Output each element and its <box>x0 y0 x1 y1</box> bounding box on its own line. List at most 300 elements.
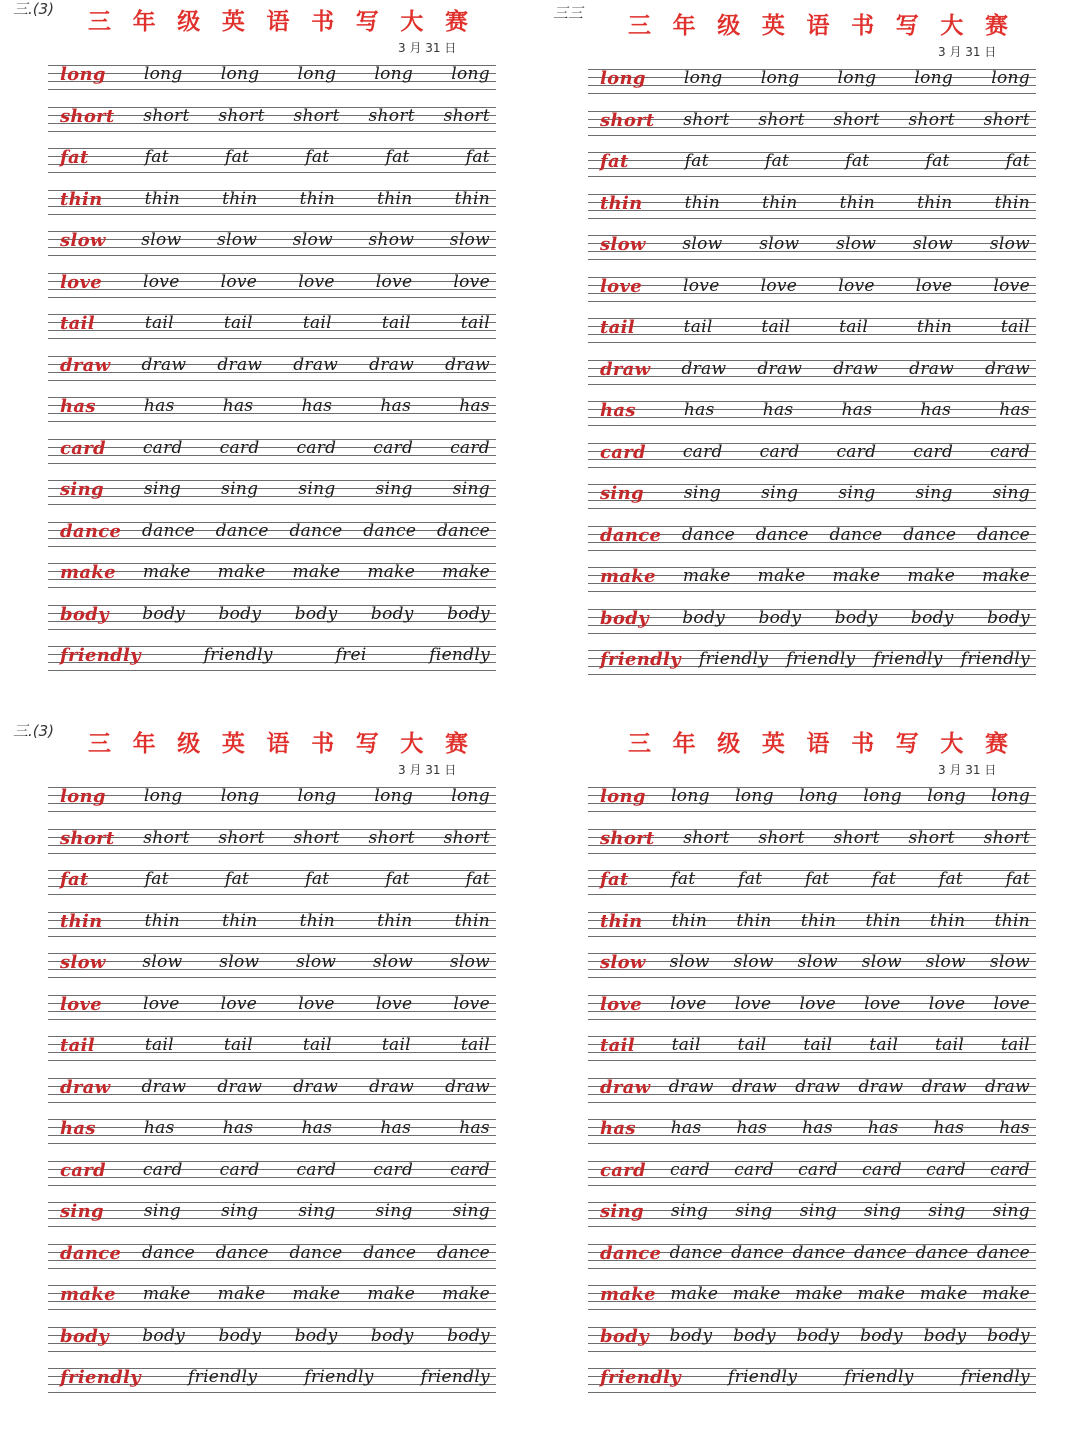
copied-word: card <box>682 441 723 462</box>
copied-word: draw <box>141 354 187 375</box>
practice-row <box>588 1282 1036 1324</box>
copied-word: draw <box>985 1076 1030 1097</box>
copied-word: long <box>220 64 260 84</box>
ruled-line <box>588 1060 1036 1061</box>
title-char: 语 <box>266 8 290 35</box>
copied-word: dance <box>681 524 735 545</box>
copied-word: love <box>993 993 1030 1014</box>
practice-row <box>588 1241 1036 1283</box>
row-words <box>60 64 490 85</box>
row-words <box>600 1326 1030 1347</box>
worksheet-top-right <box>553 4 1078 677</box>
copied-word: love <box>298 993 335 1014</box>
copied-word: body <box>669 1325 713 1346</box>
ruled-line <box>588 1309 1036 1310</box>
model-word: card <box>600 441 646 463</box>
copied-word: tail <box>460 1035 490 1055</box>
model-word: dance <box>600 524 662 546</box>
copied-word: tail <box>144 313 174 333</box>
copied-word: body <box>923 1325 967 1346</box>
ruled-line <box>48 1392 496 1393</box>
row-words <box>600 566 1030 587</box>
row-words <box>600 317 1030 338</box>
ruled-line <box>48 421 496 422</box>
model-word: love <box>600 275 642 297</box>
model-word: sing <box>60 1201 104 1222</box>
ruled-line <box>588 977 1036 978</box>
copied-word: short <box>218 105 265 126</box>
copied-word: thin <box>222 910 258 931</box>
copied-word: thin <box>736 910 772 931</box>
ruled-line <box>588 218 1036 219</box>
row-words <box>600 1243 1030 1264</box>
title-char: 语 <box>266 730 290 757</box>
copied-word: draw <box>921 1076 967 1097</box>
copied-word: long <box>760 68 800 88</box>
row-words <box>60 1326 490 1347</box>
copied-word: fat <box>845 151 870 171</box>
title-char: 年 <box>672 12 696 39</box>
practice-row <box>48 1365 496 1407</box>
model-word: dance <box>600 1242 662 1264</box>
worksheet-bottom-left <box>13 722 538 1395</box>
copied-word: long <box>451 64 490 84</box>
copied-word: card <box>759 441 800 462</box>
copied-word: fiendly <box>429 645 490 665</box>
copied-word: card <box>990 441 1030 462</box>
copied-word: slow <box>989 952 1030 972</box>
model-word: thin <box>60 188 103 210</box>
copied-word: fat <box>305 147 330 167</box>
copied-word: fat <box>872 869 897 889</box>
copied-word: sing <box>452 1201 490 1221</box>
copied-word: dance <box>141 1242 195 1263</box>
copied-word: tail <box>381 1035 411 1055</box>
model-word: card <box>600 1159 646 1181</box>
ruled-line <box>588 591 1036 592</box>
copied-word: slow <box>797 952 838 972</box>
ruled-line <box>588 384 1036 385</box>
practice-row <box>48 1075 496 1117</box>
copied-word: tail <box>869 1035 899 1055</box>
row-words <box>600 1284 1030 1305</box>
copied-word: tail <box>803 1035 833 1055</box>
row-words <box>60 521 490 542</box>
copied-word: body <box>218 603 262 624</box>
copied-word: card <box>913 441 954 462</box>
copied-word: friendly <box>873 649 943 669</box>
model-word: fat <box>60 147 89 168</box>
copied-word: slow <box>861 952 902 972</box>
copied-word: thin <box>865 910 901 931</box>
model-word: short <box>600 827 655 849</box>
copied-word: long <box>837 68 877 88</box>
copied-word: draw <box>985 358 1030 379</box>
ruled-line <box>588 811 1036 812</box>
copied-word: sing <box>143 1201 182 1221</box>
title-char: 语 <box>806 730 830 757</box>
copied-word: sing <box>375 479 413 499</box>
practice-row <box>588 315 1036 357</box>
copied-word: tail <box>737 1035 767 1055</box>
copied-word: love <box>928 993 966 1014</box>
practice-row <box>588 950 1036 992</box>
copied-word: sing <box>735 1201 773 1221</box>
copied-word: long <box>991 786 1030 806</box>
model-word: thin <box>600 192 643 214</box>
copied-word: make <box>757 566 806 586</box>
ruled-line <box>48 853 496 854</box>
copied-word: make <box>292 562 341 582</box>
model-word: draw <box>60 1076 111 1098</box>
title-char: 书 <box>311 730 335 757</box>
row-words <box>600 994 1030 1015</box>
practice-row <box>48 560 496 602</box>
copied-word: dance <box>363 520 417 541</box>
model-word: love <box>600 993 642 1015</box>
copied-word: love <box>143 271 180 292</box>
row-words <box>600 649 1030 670</box>
copied-word: sing <box>761 483 799 503</box>
model-word: long <box>60 786 106 807</box>
model-word: make <box>60 562 116 583</box>
copied-word: fat <box>224 147 250 167</box>
ruled-line <box>48 1060 496 1061</box>
copied-word: short <box>758 109 805 130</box>
copied-word: card <box>990 1159 1030 1180</box>
model-word: make <box>600 1284 656 1305</box>
copied-word: draw <box>293 354 339 375</box>
copied-word: make <box>142 562 191 582</box>
row-words <box>600 1201 1030 1222</box>
ruled-line <box>588 467 1036 468</box>
copied-word: body <box>796 1325 840 1346</box>
model-word: fat <box>600 151 629 172</box>
copied-word: long <box>374 786 414 806</box>
copied-word: has <box>920 400 952 420</box>
row-words <box>600 911 1030 932</box>
copied-word: fat <box>305 869 330 889</box>
copied-word: fat <box>465 147 490 167</box>
model-word: tail <box>60 313 95 334</box>
copied-word: make <box>682 566 731 586</box>
copied-word: card <box>219 1159 260 1180</box>
model-word: long <box>600 68 646 89</box>
copied-word: thin <box>299 910 335 931</box>
copied-word: love <box>143 993 180 1014</box>
copied-word: show <box>368 230 415 250</box>
ruled-line <box>48 89 496 90</box>
copied-word: short <box>758 827 805 848</box>
title-char: 大 <box>400 8 424 35</box>
copied-word: friendly <box>203 645 273 665</box>
practice-row <box>588 1324 1036 1366</box>
copied-word: dance <box>669 1242 723 1263</box>
copied-word: slow <box>836 234 877 254</box>
ruled-line <box>588 1019 1036 1020</box>
ruled-line <box>588 1392 1036 1393</box>
copied-word: frei <box>335 645 367 665</box>
practice-row <box>588 647 1036 689</box>
row-words <box>600 151 1030 172</box>
practice-row <box>588 867 1036 909</box>
copied-word: thin <box>839 192 875 213</box>
practice-row <box>48 784 496 826</box>
copied-word: friendly <box>844 1367 914 1387</box>
practice-row <box>588 784 1036 826</box>
copied-word: has <box>683 400 715 420</box>
copied-word: sing <box>992 483 1030 503</box>
row-words <box>60 1035 490 1056</box>
copied-word: thin <box>454 188 490 209</box>
copied-word: sing <box>375 1201 413 1221</box>
contest-title <box>88 725 468 758</box>
row-words <box>600 234 1030 255</box>
copied-word: tail <box>302 313 332 333</box>
copied-word: draw <box>217 354 263 375</box>
row-words <box>60 189 490 210</box>
copied-word: card <box>142 437 183 458</box>
title-char: 赛 <box>445 8 468 35</box>
title-char: 年 <box>132 8 156 35</box>
copied-word: thin <box>684 192 721 213</box>
copied-word: short <box>143 827 190 848</box>
practice-row <box>48 394 496 436</box>
copied-word: long <box>799 786 838 806</box>
row-words <box>60 645 490 666</box>
copied-word: love <box>734 993 772 1014</box>
copied-word: fat <box>144 869 169 889</box>
copied-word: love <box>838 275 875 296</box>
practice-row <box>48 270 496 312</box>
ruled-line <box>48 811 496 812</box>
copied-word: fat <box>925 151 950 171</box>
ruled-line <box>588 176 1036 177</box>
copied-word: body <box>860 1325 903 1346</box>
model-word: friendly <box>60 645 141 666</box>
row-words <box>60 106 490 127</box>
copied-word: fat <box>671 869 696 889</box>
copied-word: short <box>368 827 415 848</box>
row-words <box>60 396 490 417</box>
practice-row <box>588 149 1036 191</box>
copied-word: short <box>833 827 880 848</box>
ruled-line <box>48 1185 496 1186</box>
copied-word: has <box>459 396 490 416</box>
copied-word: tail <box>223 1035 253 1055</box>
model-word: body <box>60 1325 109 1347</box>
title-char: 书 <box>851 12 875 39</box>
copied-word: card <box>926 1159 966 1180</box>
row-words <box>60 438 490 459</box>
ruled-line <box>588 508 1036 509</box>
copied-word: short <box>833 109 880 130</box>
copied-word: tail <box>1000 317 1030 337</box>
ruled-line <box>588 936 1036 937</box>
copied-word: tail <box>683 317 713 337</box>
copied-word: fat <box>684 151 709 171</box>
copied-word: fat <box>224 869 250 889</box>
copied-word: body <box>218 1325 262 1346</box>
model-word: card <box>60 1159 106 1181</box>
model-word: sing <box>60 479 104 500</box>
copied-word: dance <box>289 1242 343 1263</box>
copied-word: thin <box>144 910 181 931</box>
copied-word: thin <box>222 188 258 209</box>
copied-word: thin <box>800 910 837 931</box>
row-words <box>60 1284 490 1305</box>
worksheet-top-left <box>13 0 538 673</box>
ruled-line <box>588 853 1036 854</box>
copied-word: tail <box>1000 1035 1030 1055</box>
copied-word: has <box>459 1118 490 1138</box>
model-word: make <box>600 566 656 587</box>
copied-word: friendly <box>728 1367 798 1387</box>
practice-row <box>588 1199 1036 1241</box>
copied-word: love <box>220 993 258 1014</box>
ruled-line <box>48 587 496 588</box>
ruled-line <box>48 1309 496 1310</box>
copied-word: make <box>919 1284 968 1304</box>
row-words <box>60 355 490 376</box>
copied-word: sing <box>221 479 259 499</box>
title-char: 赛 <box>445 730 468 757</box>
copied-word: make <box>442 562 490 582</box>
title-char: 写 <box>895 12 919 39</box>
copied-word: dance <box>976 524 1030 545</box>
copied-word: make <box>142 1284 191 1304</box>
copied-word: slow <box>292 230 333 250</box>
copied-word: tail <box>381 313 411 333</box>
date-label: 3 月 31 日 <box>938 45 997 59</box>
copied-word: body <box>294 603 338 624</box>
ruled-line <box>48 936 496 937</box>
copied-word: dance <box>976 1242 1030 1263</box>
title-char: 级 <box>717 730 741 757</box>
model-word: body <box>600 1325 649 1347</box>
row-words <box>600 359 1030 380</box>
row-words <box>600 483 1030 504</box>
row-words <box>60 1077 490 1098</box>
copied-word: make <box>732 1284 781 1304</box>
row-words <box>600 952 1030 973</box>
row-words <box>600 68 1030 89</box>
copied-word: short <box>908 109 955 130</box>
ruled-line <box>48 629 496 630</box>
copied-word: sing <box>992 1201 1030 1221</box>
copied-word: dance <box>755 524 809 545</box>
model-word: short <box>600 109 655 131</box>
practice-row <box>588 440 1036 482</box>
row-words <box>600 1367 1030 1388</box>
ruled-line <box>48 1226 496 1227</box>
copied-word: has <box>999 1118 1030 1138</box>
copied-word: has <box>222 1118 254 1138</box>
row-words <box>600 786 1030 807</box>
copied-word: love <box>993 275 1030 296</box>
practice-row <box>48 1324 496 1366</box>
copied-word: card <box>142 1159 183 1180</box>
copied-word: make <box>982 566 1030 586</box>
practice-row <box>48 992 496 1034</box>
copied-word: card <box>862 1159 902 1180</box>
title-char: 英 <box>221 8 245 35</box>
model-word: love <box>60 993 102 1015</box>
model-word: draw <box>600 358 651 380</box>
copied-word: love <box>375 271 413 292</box>
copied-word: body <box>987 1325 1030 1346</box>
copied-word: friendly <box>304 1367 374 1387</box>
copied-word: make <box>982 1284 1030 1304</box>
practice-row <box>48 1158 496 1200</box>
copied-word: has <box>143 1118 175 1138</box>
row-words <box>60 952 490 973</box>
copied-word: love <box>298 271 335 292</box>
copied-word: make <box>367 562 416 582</box>
ruled-line <box>48 670 496 671</box>
copied-word: dance <box>141 520 195 541</box>
model-word: slow <box>60 952 106 973</box>
row-words <box>60 994 490 1015</box>
copied-word: fat <box>738 869 763 889</box>
title-char: 三 <box>88 8 111 35</box>
copied-word: sing <box>452 479 490 499</box>
title-char: 赛 <box>985 12 1008 39</box>
copied-word: make <box>857 1284 906 1304</box>
model-word: tail <box>60 1035 95 1056</box>
model-word: body <box>600 607 649 629</box>
model-word: draw <box>60 354 111 376</box>
practice-rows <box>48 784 496 1407</box>
practice-row <box>48 477 496 519</box>
practice-row <box>48 187 496 229</box>
copied-word: card <box>373 437 414 458</box>
practice-rows <box>588 66 1036 689</box>
copied-word: fat <box>764 151 790 171</box>
title-char: 书 <box>311 8 335 35</box>
row-words <box>60 562 490 583</box>
ruled-line <box>48 338 496 339</box>
copied-word: card <box>670 1159 710 1180</box>
copied-word: thin <box>916 317 953 337</box>
row-words <box>600 1118 1030 1139</box>
copied-word: sing <box>298 1201 336 1221</box>
row-words <box>60 828 490 849</box>
row-words <box>600 193 1030 214</box>
ruled-line <box>588 550 1036 551</box>
copied-word: love <box>670 993 707 1014</box>
row-words <box>60 911 490 932</box>
model-word: long <box>600 786 646 807</box>
row-words <box>60 604 490 625</box>
ruled-line <box>588 301 1036 302</box>
practice-row <box>48 228 496 270</box>
row-words <box>60 479 490 500</box>
ruled-line <box>588 1351 1036 1352</box>
copied-word: draw <box>833 358 879 379</box>
ruled-line <box>48 894 496 895</box>
title-char: 级 <box>177 730 201 757</box>
copied-word: fat <box>144 147 169 167</box>
copied-word: card <box>296 1159 337 1180</box>
title-char: 赛 <box>985 730 1008 757</box>
copied-word: fat <box>1005 869 1030 889</box>
ruled-line <box>588 674 1036 675</box>
copied-word: has <box>802 1118 833 1138</box>
copied-word: card <box>296 437 337 458</box>
copied-word: sing <box>838 483 876 503</box>
ruled-line <box>588 1185 1036 1186</box>
